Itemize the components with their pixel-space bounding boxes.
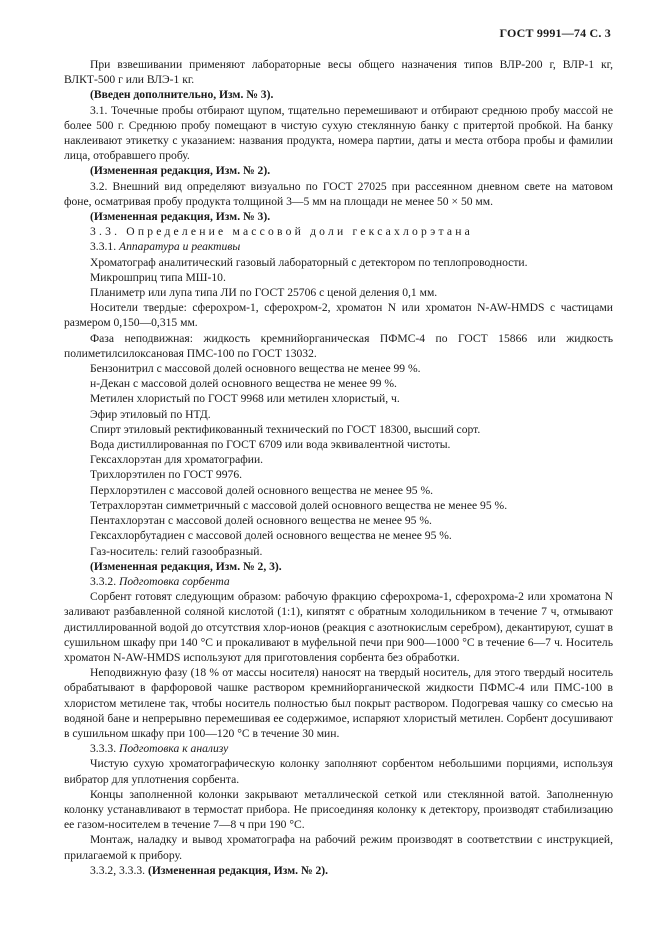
paragraph: Эфир этиловый по НТД. (90, 407, 211, 421)
paragraph: н-Декан с массовой долей основного вещества не менее 99 %. (90, 377, 397, 391)
paragraph: 3.2. Внешний вид определяют визуально по ГОСТ 27025 при рассеянном дневном свете на матовом фоне, осматривая пробу продукта толщиной 3—5 мм на площади не менее 50 × 50 мм. (64, 179, 613, 208)
paragraph (64, 239, 613, 254)
paragraph: (Введен дополнительно, Изм. № 3). (90, 88, 274, 102)
subsection-title: Подготовка к анализу (118, 742, 229, 756)
paragraph: Микрошприц типа МШ-10. (90, 270, 226, 284)
paragraph: Гексахлорэтан для хроматографии. (90, 453, 264, 467)
document-body (64, 57, 613, 878)
paragraph: (Измененная редакция, Изм. № 2, 3). (90, 559, 282, 573)
paragraph: Фаза неподвижная: жидкость кремнийорганическая ПФМС-4 по ГОСТ 15866 или жидкость полиметилсилоксановая ПМС-100 по ГОСТ 13032. (64, 331, 613, 360)
paragraph: Трихлорэтилен по ГОСТ 9976. (90, 468, 243, 482)
revision-note: (Измененная редакция, Изм. № 2). (147, 863, 329, 877)
paragraph: Бензонитрил с массовой долей основного вещества не менее 99 %. (90, 362, 421, 376)
paragraph: Спирт этиловый ректификованный технический по ГОСТ 18300, высший сорт. (90, 422, 481, 436)
paragraph: Пентахлорэтан с массовой долей основного вещества не менее 95 %. (90, 514, 432, 528)
paragraph: Неподвижную фазу (18 % от массы носителя) наносят на твердый носитель, для этого твердый носитель обрабатывают в фарфоровой чашке раствором кремнийорганической жидкости ПФМС-4 или ПМС-100 в хлористом метилене так, чтобы носитель полностью был покрыт раствором. Подогревая чашку со смесью на водяной бане и непрерывно перемешивая ее содержимое, испаряют хлористый метилен. Сорбент досушивают в сушильном шкафу при 100—120 °С в течение 30 мин. (64, 666, 613, 740)
paragraph: Концы заполненной колонки закрывают металлической сеткой или стеклянной ватой. Заполненную колонку устанавливают в термостат прибора. Не присоединяя колонку к детектору, производят стабилизацию ее газом-носителем в течение 7—8 ч при 190 °С. (64, 787, 613, 832)
paragraph: (Измененная редакция, Изм. № 2). (90, 164, 271, 178)
paragraph-number: 3.3.1. (90, 240, 119, 254)
paragraph: Вода дистиллированная по ГОСТ 6709 или вода эквивалентной чистоты. (90, 438, 451, 452)
subsection-title: Подготовка сорбента (118, 574, 230, 588)
paragraph (64, 863, 613, 878)
paragraph (64, 574, 613, 589)
paragraph: Гексахлорбутадиен с массовой долей основного вещества не менее 95 %. (90, 529, 452, 543)
paragraph: Монтаж, наладку и вывод хроматографа на рабочий режим производят в соответствии с инструкцией, прилагаемой к прибору. (64, 833, 613, 862)
paragraph: Хроматограф аналитический газовый лабораторный с детектором по теплопроводности. (90, 255, 528, 269)
paragraph-number: 3.3.3. (90, 742, 119, 756)
paragraph: Метилен хлористый по ГОСТ 9968 или метилен хлористый, ч. (90, 392, 400, 406)
paragraph-number: 3.3.2. (90, 574, 119, 588)
paragraph (64, 741, 613, 756)
paragraph: Сорбент готовят следующим образом: рабочую фракцию сферохрома-1, сферохрома-2 или хроматона N заливают разбавленной соляной кислотой (1:1), кипятят с обратным холодильником в течение 7 ч, отмывают дистиллированной водой до отсутствия хлор-ионов (реакция с азотнокислым серебром), декантируют, сушат в сушильном шкафу при 140 °С и прокаливают в муфельной печи при 900—1000 °С в течение 6—7 ч. Носитель хроматон N-AW-HMDS используют для приготовления сорбента без обработки. (64, 590, 613, 664)
paragraph: Носители твердые: сферохром-1, сферохром-2, хроматон N или хроматон N-AW-HMDS с частицами размером 0,150—0,315 мм. (64, 301, 613, 330)
paragraph: (Измененная редакция, Изм. № 3). (90, 210, 271, 224)
paragraph: При взвешивании применяют лабораторные весы общего назначения типов ВЛР-200 г, ВЛР-1 кг, ВЛКТ-500 г или ВЛЭ-1 кг. (64, 58, 613, 87)
paragraph: Перхлорэтилен с массовой долей основного вещества не менее 95 %. (90, 483, 434, 497)
paragraph: Планиметр или лупа типа ЛИ по ГОСТ 25706 с ценой деления 0,1 мм. (90, 286, 438, 300)
paragraph: 3.3. Определение массовой доли гексахлорэтана (90, 225, 473, 239)
paragraph: 3.1. Точечные пробы отбирают щупом, тщательно перемешивают и отбирают среднюю пробу массой не более 500 г. Среднюю пробу помещают в чистую сухую стеклянную банку с притертой пробкой. На банку наклеивают этикетку с указанием: названия продукта, номера партии, даты и места отбора пробы и фамилии лица, отобравшего пробу. (64, 103, 613, 163)
page-header: ГОСТ 9991—74 С. 3 (499, 26, 611, 40)
subsection-title: Аппаратура и реактивы (118, 240, 241, 254)
paragraph: Газ-носитель: гелий газообразный. (90, 544, 263, 558)
paragraph: Чистую сухую хроматографическую колонку заполняют сорбентом небольшими порциями, используя вибратор для уплотнения сорбента. (64, 757, 613, 786)
paragraph-number: 3.3.2, 3.3.3. (90, 863, 148, 877)
paragraph: Тетрахлорэтан симметричный с массовой долей основного вещества не менее 95 %. (90, 498, 508, 512)
